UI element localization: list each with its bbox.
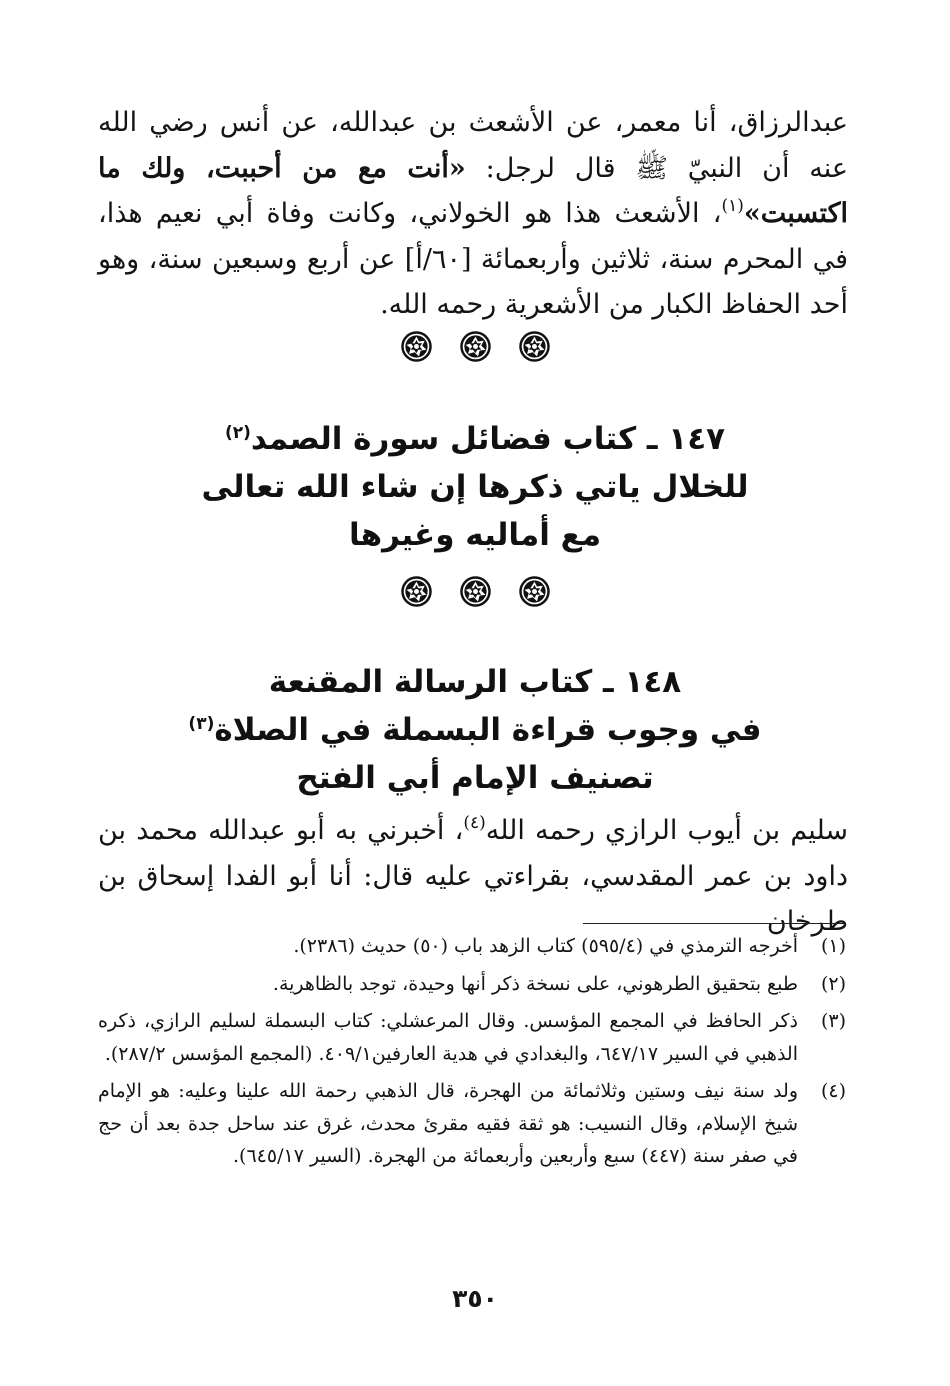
- paragraph-top-part1: عبدالرزاق، أنا معمر، عن الأشعث بن عبدالله، عن أنس رضي الله عنه أن النبيّ ﷺ قال لرجل:: [98, 107, 848, 184]
- footnote-text: طبع بتحقيق الطرهوني، على نسخة ذكر أنها وحيدة، توجد بالظاهرية.: [272, 972, 798, 995]
- footnote-item: [98, 1005, 846, 1070]
- footnote-item: [98, 930, 846, 963]
- paragraph-bottom: [98, 808, 848, 945]
- footnote-ref-3: (٣): [188, 714, 215, 734]
- ornament-icon: [400, 575, 433, 608]
- footnote-number: (٣): [820, 1010, 846, 1032]
- paragraph-top-part2: ، الأشعث هذا هو الخولاني، وكانت وفاة أبي نعيم هذا، في المحرم سنة، ثلاثين وأربعمائة [٦٠/أ] عن أربع وسبعين سنة، وهو أحد الحفاظ الكبار من الأشعرية رحمه الله.: [98, 198, 849, 320]
- footnote-item: [98, 968, 846, 1001]
- heading-148-line1: ١٤٨ ـ كتاب الرسالة المقنعة: [268, 664, 682, 700]
- section-heading-148: [0, 658, 950, 802]
- ornament-divider-2: [0, 575, 950, 615]
- ornament-icon: [518, 330, 551, 363]
- page-number: ٣٥٠: [452, 1284, 498, 1313]
- footnote-number: (٤): [820, 1080, 846, 1102]
- heading-148-subtitle: في وجوب قراءة البسملة في الصلاة: [214, 712, 762, 748]
- footnotes: [98, 930, 846, 1178]
- ornament-icon: [459, 330, 492, 363]
- ornament-icon: [518, 575, 551, 608]
- footnote-text: ذكر الحافظ في المجمع المؤسس. وقال المرعشلي: كتاب البسملة لسليم الرازي، ذكره الذهبي في السير ٦٤٧/١٧، والبغدادي في هدية العارفين٤٠٩/١. (المجمع المؤسس ٢٨٧/٢).: [98, 1010, 798, 1065]
- paragraph-top: [98, 100, 848, 328]
- section-heading-147: [0, 415, 950, 559]
- paragraph-bottom-part2: ، أخبرني به أبو عبدالله محمد بن داود بن عمر المقدسي، بقراءتي عليه قال: أنا أبو الفدا إسحاق بن طرخان: [98, 815, 848, 937]
- footnote-ref-4: (٤): [463, 813, 486, 833]
- ornament-icon: [459, 575, 492, 608]
- heading-147-title: ١٤٧ ـ كتاب فضائل سورة الصمد: [250, 421, 726, 457]
- footnote-item: [98, 1075, 846, 1173]
- paragraph-bottom-part1: سليم بن أيوب الرازي رحمه الله: [485, 815, 849, 846]
- heading-148-line3: تصنيف الإمام أبي الفتح: [296, 760, 654, 796]
- heading-147-line2: للخلال ياتي ذكرها إن شاء الله تعالى: [201, 469, 749, 505]
- footnote-number: (٢): [820, 972, 846, 995]
- hadith-quote: «أنت مع من أحببت، ولك ما اكتسبت»: [98, 152, 848, 229]
- heading-147-line1: [0, 415, 950, 463]
- heading-147-line3: مع أماليه وغيرها: [348, 517, 602, 553]
- heading-148-line2: [0, 706, 950, 754]
- footnote-number: (١): [820, 935, 846, 957]
- footnote-ref-2: (٢): [224, 423, 251, 443]
- ornament-icon: [400, 330, 433, 363]
- footnote-ref-1: (١): [721, 196, 744, 216]
- ornament-divider-1: [0, 330, 950, 370]
- footnote-separator: [583, 923, 845, 924]
- footnote-text: أخرجه الترمذي في (٥٩٥/٤) كتاب الزهد باب (٥٠) حديث (٢٣٨٦).: [293, 935, 798, 957]
- footnote-text: ولد سنة نيف وستين وثلاثمائة من الهجرة، قال الذهبي رحمة الله علينا وعليه: هو الإمام شيخ الإسلام، وقال النسيب: هو ثقة فقيه مقرئ محدث، غرق عند ساحل جدة بعد أن حج في صفر سنة (٤٤٧) سبع وأربعين وأربعمائة من الهجرة. (السير ٦٤٥/١٧).: [98, 1080, 798, 1167]
